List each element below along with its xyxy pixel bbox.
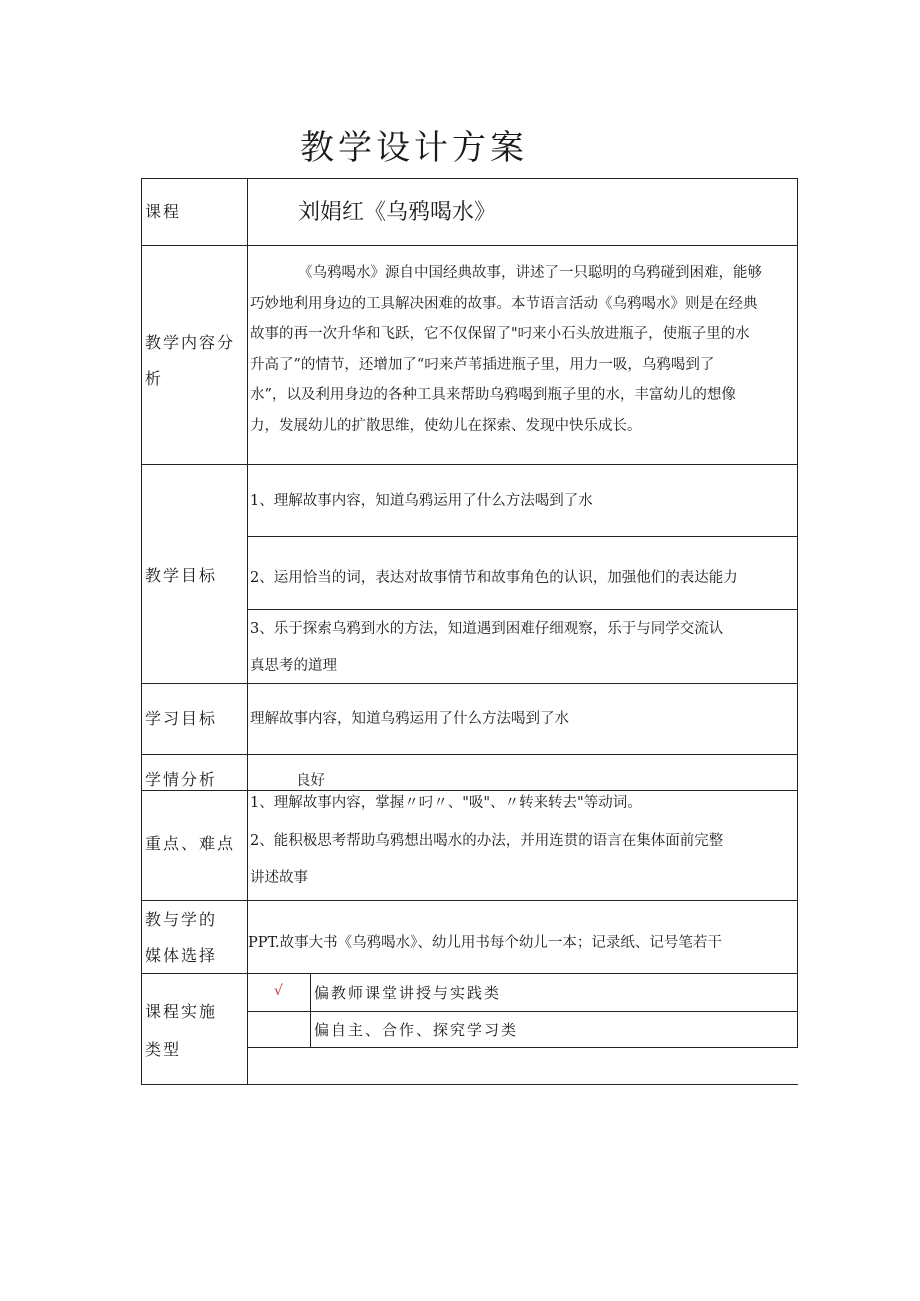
course-type-label-line2: 类型 [145,1040,182,1059]
teaching-goals-label: 教学目标 [145,566,218,585]
table-border-top [141,178,798,179]
key-point-2: 2、能积极思考帮助乌鸦想出喝水的办法，并用连贯的语言在集体面前完整 [250,833,724,849]
key-points-label: 重点、难点 [145,834,236,853]
table-border-left [141,178,142,1085]
page-title: 教学设计方案 [300,128,528,168]
learning-goals-label: 学习目标 [145,709,218,728]
teaching-goal-3-line2: 真思考的道理 [250,658,337,674]
media-label-line1: 教与学的 [145,910,218,929]
row-divider [141,754,798,755]
paragraph-line: 《乌鸦喝水》源自中国经典故事，讲述了一只聪明的乌鸦碰到困难，能够 [298,265,762,281]
course-type-label-line1: 课程实施 [145,1002,218,1021]
media-value: PPT.故事大书《乌鸦喝水》、幼儿用书每个幼儿一本；记录纸、记号笔若干 [248,935,722,951]
row-divider [248,1011,798,1012]
content-analysis-label-line1: 教学内容分 [145,333,236,352]
paragraph-line: 故事的再一次升华和飞跃，它不仅保留了"叼来小石头放进瓶子，使瓶子里的水 [250,326,750,342]
media-label-line2: 媒体选择 [145,946,218,965]
teaching-goal-2: 2、运用恰当的词，表达对故事情节和故事角色的认识，加强他们的表达能力 [250,570,738,586]
course-value: 刘娟红《乌鸦喝水》 [298,200,497,225]
content-analysis-label-line2: 析 [145,369,164,388]
row-divider [248,1047,798,1048]
check-mark-icon: √ [274,983,283,999]
key-point-1: 1、理解故事内容，掌握〃叼〃、"吸"、〃转来转去"等动词。 [250,795,642,811]
row-divider [141,900,798,901]
situation-value: 良好 [296,773,325,789]
paragraph-line: 巧妙地利用身边的工具解决困难的故事。本节语言活动《乌鸦喝水》则是在经典 [250,295,758,312]
row-divider [248,536,798,537]
key-point-2-cont: 讲述故事 [250,870,308,886]
row-divider [141,683,798,684]
column-divider [310,973,311,1048]
teaching-goal-3-line1: 3、乐于探索乌鸦到水的方法，知道遇到困难仔细观察，乐于与同学交流认 [250,621,724,637]
row-divider [141,245,798,246]
course-type-option-2: 偏自主、合作、探究学习类 [314,1021,519,1039]
row-divider [248,609,798,610]
course-type-option-1: 偏教师课堂讲授与实践类 [314,984,502,1002]
course-label: 课程 [145,202,182,221]
content-analysis-paragraph [250,258,798,441]
paragraph-line: 力，发展幼儿的扩散思维，使幼儿在探索、发现中快乐成长。 [250,417,642,434]
table-border-bottom [141,1084,798,1085]
paragraph-line: 升高了”的情节，还增加了“叼来芦苇插进瓶子里，用力一吸，乌鸦喝到了 [250,356,715,373]
teaching-goal-1: 1、理解故事内容，知道乌鸦运用了什么方法喝到了水 [250,493,593,509]
learning-goals-value: 理解故事内容，知道乌鸦运用了什么方法喝到了水 [250,711,569,727]
row-divider [141,464,798,465]
row-divider [141,790,798,791]
situation-label: 学情分析 [145,770,218,789]
row-divider [141,973,798,974]
paragraph-line: 水”，以及利用身边的各种工具来帮助乌鸦喝到瓶子里的水，丰富幼儿的想像 [250,387,736,403]
